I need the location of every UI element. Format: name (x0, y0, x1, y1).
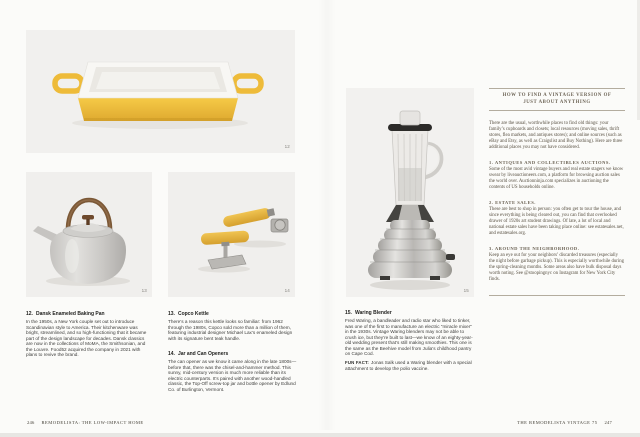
page-edge-bottom (0, 433, 640, 437)
item-13 (168, 311, 297, 341)
kettle-image (26, 172, 152, 297)
rule-bottom (489, 295, 625, 296)
item-12-description (26, 311, 150, 358)
openers-photo (168, 172, 295, 297)
rule-under-title (489, 110, 625, 111)
photo-number-13: 13 (141, 288, 147, 293)
howto-sidebar (489, 88, 625, 296)
kettle-photo (26, 172, 152, 297)
fun-fact-label: FUN FACT: (345, 360, 369, 365)
left-footer (27, 420, 144, 426)
baking-pan-photo (26, 30, 295, 153)
chapter-title: THE REMODELISTA VINTAGE 75 (517, 420, 598, 425)
item-13-title: 13. Copco Kettle (168, 311, 209, 317)
left-page-number: 246 (27, 420, 35, 425)
blender-photo (346, 88, 474, 297)
item-13-body: There’s a reason this kettle looks so familiar: from 1962 through the 1980s, Copco sold more than a million of them, featuring industrial designer Michael Lax’s enameled design with its signature bent teak handle. (168, 319, 293, 341)
items-13-14-descriptions (168, 311, 297, 392)
item-15 (345, 310, 474, 371)
howto-section-estate-sales (489, 200, 625, 237)
item-14-title: 14. Jar and Can Openers (168, 351, 229, 357)
howto-body-auctions: Some of the most avid vintage buyers and real estate stagers we know swear by liveauctioneers.com, a platform for browsing auction sales the world over. Auctionninja.com specializes in auctioning the contents of US households online. (489, 167, 624, 190)
page-gutter (318, 0, 336, 430)
item-14-body: The can opener as we know it came along in the late 1800s—before that, there was the chisel-and-hammer method. This sunny, mid-century version is much more reliable than its electric counterparts. It’s paired with another wood-handled classic, the Top-Off screw-top jar and bottle opener by Edlund Co. of Burlington, Vermont. (168, 359, 297, 392)
openers-image (168, 172, 295, 297)
photo-number-15: 15 (463, 288, 469, 293)
blender-image (346, 88, 474, 297)
item-15-description (345, 310, 474, 371)
howto-body-neighborhood: Keep an eye out for your neighbors’ discarded treasures (especially the night before garbage pickup). This is especially worthwhile during the spring-cleaning months. Some areas also have bulk disposal days worth noting. See @stoopingnyc on Instagram for New York City finds. (489, 253, 624, 282)
howto-body-estate-sales: These are best to shop in person: you often get to tour the house, and since everything is being cleared out, you can find that overlooked drawer of 1920s art student drawings. Of late, a lot of local and national estate sales have been taking place online: see estatesales.net, and estatesales.org. (489, 207, 624, 236)
right-footer (517, 420, 612, 426)
howto-heading-neighborhood: 3. AROUND THE NEIGHBORHOOD. (489, 245, 580, 251)
item-15-fun-fact: FUN FACT: Jonas Salk used a Waring blender with a special attachment to develop the polio vaccine. (345, 360, 472, 371)
item-15-title: 15. Waring Blender (345, 310, 392, 316)
howto-intro: There are the usual, worthwhile places to find old things: your family’s cupboards and closets; local resources (moving sales, thrift stores, flea markets, and antiques stores); and online sources (such as eBay and Etsy, as well as Craigslist and Buy Nothing). Here are three additional places you may not have considered. (489, 121, 623, 150)
howto-section-neighborhood (489, 246, 625, 283)
howto-heading-auctions: 1. ANTIQUES AND COLLECTIBLES AUCTIONS. (489, 159, 611, 165)
item-12 (26, 311, 150, 358)
photo-number-14: 14 (284, 288, 290, 293)
right-page-number: 247 (604, 420, 612, 425)
baking-pan-image (26, 30, 295, 153)
item-12-body: In the 1950s, a New York couple set out to introduce Scandinavian style to America. Their kitchenware was bright, streamlined, and so high-functioning that it became part of the design landscape for decades. Dansk classics are now in the collections of MoMA, the Smithsonian, and the Louvre. Food52 acquired the company in 2021 with plans to revive the brand. (26, 319, 147, 357)
howto-section-auctions (489, 160, 625, 191)
photo-number-12: 12 (284, 144, 290, 149)
item-15-body: Fred Waring, a bandleader and radio star who liked to tinker, was one of the first to manufacture an electric “miracle mixer” in the 1930s. Vintage Waring blenders may not be able to crush ice, but they’re built to last—we know of an eighty-year-old wedding present that’s still making smoothies. This one is the same as the Beehive model from Julia’s childhood pantry on Cape Cod. (345, 318, 473, 356)
howto-heading-estate-sales: 2. ESTATE SALES. (489, 199, 536, 205)
item-14 (168, 351, 297, 392)
item-12-title: 12. Dansk Enameled Baking Pan (26, 311, 105, 317)
howto-title: HOW TO FIND A VINTAGE VERSION OF JUST ABOUT ANYTHING (502, 93, 612, 105)
book-title: REMODELISTA: THE LOW-IMPACT HOME (41, 420, 144, 425)
